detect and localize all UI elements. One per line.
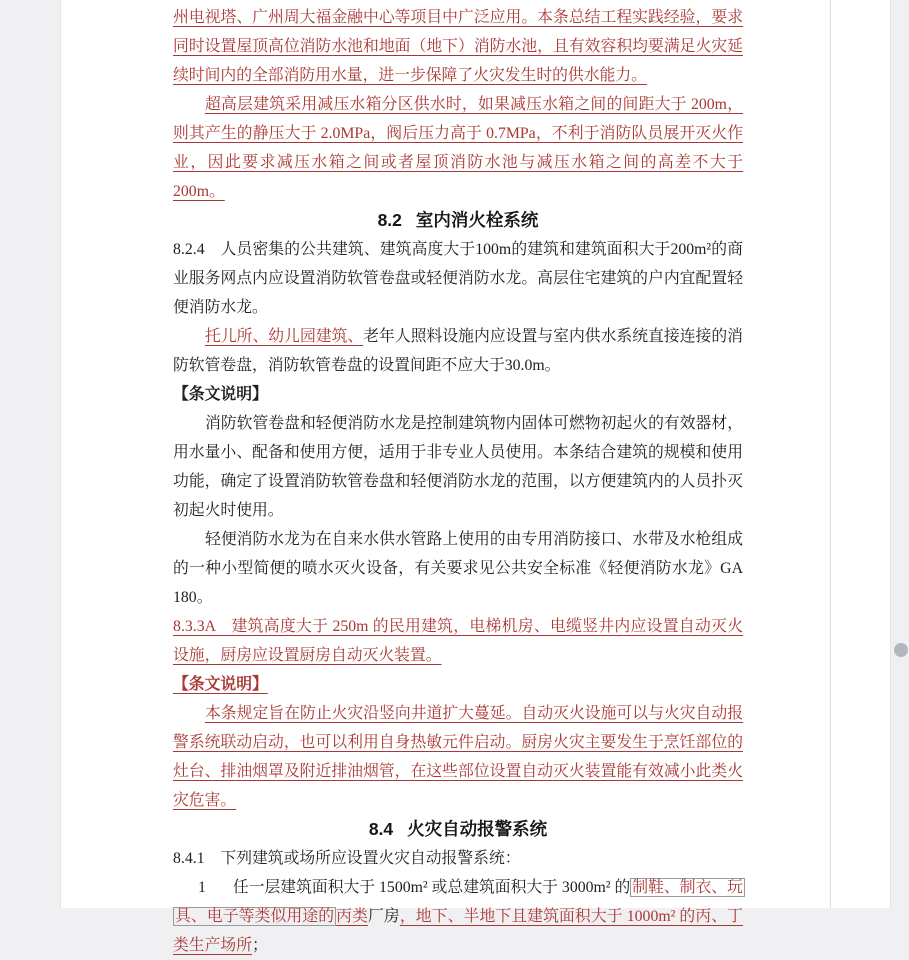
clause-8-4-1: 8.4.1 下列建筑或场所应设置火灾自动报警系统： <box>173 850 521 867</box>
scrollbar-thumb[interactable] <box>894 643 908 657</box>
clause-8-3-3a: 8.3.3A 建筑高度大于 250m 的民用建筑，电梯机房、电缆竖井内应设置自动灭火设施，厨房应设置厨房自动灭火装置。 <box>173 618 743 664</box>
nursery-red-insert: 托儿所、幼儿园建筑、 <box>205 328 364 345</box>
revision-margin-line <box>830 0 831 908</box>
paragraph-nursery <box>173 322 743 380</box>
list-item-1 <box>173 873 743 960</box>
list-item-1-number: 1 <box>198 879 206 896</box>
paragraph-pressure-tank: 超高层建筑采用减压水箱分区供水时，如果减压水箱之间的间距大于 200m，则其产生的静压大于 2.0MPa，阀后压力高于 0.7MPa，不利于消防队员展开灭火作业，因此要求减压水箱之间或者屋顶消防水池与减压水箱之间的高差不大于 200m。 <box>173 96 743 200</box>
item1-boxed-insert: 制鞋、制衣、玩具、电子等类似用途的 <box>175 879 743 925</box>
section-heading-8-2 <box>173 206 743 235</box>
section-8-4-title: 火灾自动报警系统 <box>407 819 548 839</box>
paragraph-auto-extinguish-commentary: 本条规定旨在防止火灾沿竖向井道扩大蔓延。自动灭火设施可以与火灾自动报警系统联动启动，也可以利用自身热敏元件启动。厨房火灾主要发生于烹饪部位的灶台、排油烟罩及附近排油烟管，在这些部位设置自动灭火装置能有效减小此类火灾危害。 <box>173 705 743 809</box>
item1-black-factory: 厂房 <box>368 908 400 925</box>
paragraph-light-hydrant-commentary: 轻便消防水龙为在自来水供水管路上使用的由专用消防接口、水带及水枪组成的一种小型简便的喷水灭火设备，有关要求见公共安全标准《轻便消防水龙》GA 180。 <box>173 531 743 606</box>
paragraph-continuation: 州电视塔、广州周大福金融中心等项目中广泛应用。本条总结工程实践经验，要求同时设置屋顶高位消防水池和地面（地下）消防水池，且有效容积均要满足火灾延续时间内的全部消防用水量，进一步保障了火灾发生时的供水能力。 <box>173 9 743 84</box>
clause-8-2-4: 8.2.4 人员密集的公共建筑、建筑高度大于100m的建筑和建筑面积大于200m²的商业服务网点内应设置消防软管卷盘或轻便消防水龙。高层住宅建筑的户内宜配置轻便消防水龙。 <box>173 241 743 316</box>
page-content <box>173 3 743 960</box>
commentary-label-red: 【条文说明】 <box>173 676 268 693</box>
item1-semicolon: ； <box>252 937 268 954</box>
nursery-black-text: 老年人照料设施内应设置与室内供水系统直接连接的消防软管卷盘，消防软管卷盘的设置间距不应大于30.0m。 <box>173 328 743 374</box>
section-8-2-number: 8.2 <box>377 210 402 230</box>
item1-black-lead: 任一层建筑面积大于 1500m² 或总建筑面积大于 3000m² 的 <box>232 879 631 896</box>
paragraph-hose-reel-commentary: 消防软管卷盘和轻便消防水龙是控制建筑物内固体可燃物初起火的有效器材，用水量小、配备和使用方便，适用于非专业人员使用。本条结合建筑的规模和使用功能，确定了设置消防软管卷盘和轻便消防水龙的范围，以方便建筑内的人员扑灭初起火时使用。 <box>173 415 743 519</box>
document-page <box>60 0 891 954</box>
item1-red-class: 丙类 <box>336 908 369 925</box>
commentary-label-black: 【条文说明】 <box>173 386 268 403</box>
item1-red-underground: ，地下、半地下且建筑面积大于 1000m² 的丙、丁类生产场所 <box>173 908 743 954</box>
section-8-2-title: 室内消火栓系统 <box>415 210 539 230</box>
section-8-4-number: 8.4 <box>368 819 394 839</box>
section-heading-8-4 <box>173 815 743 844</box>
